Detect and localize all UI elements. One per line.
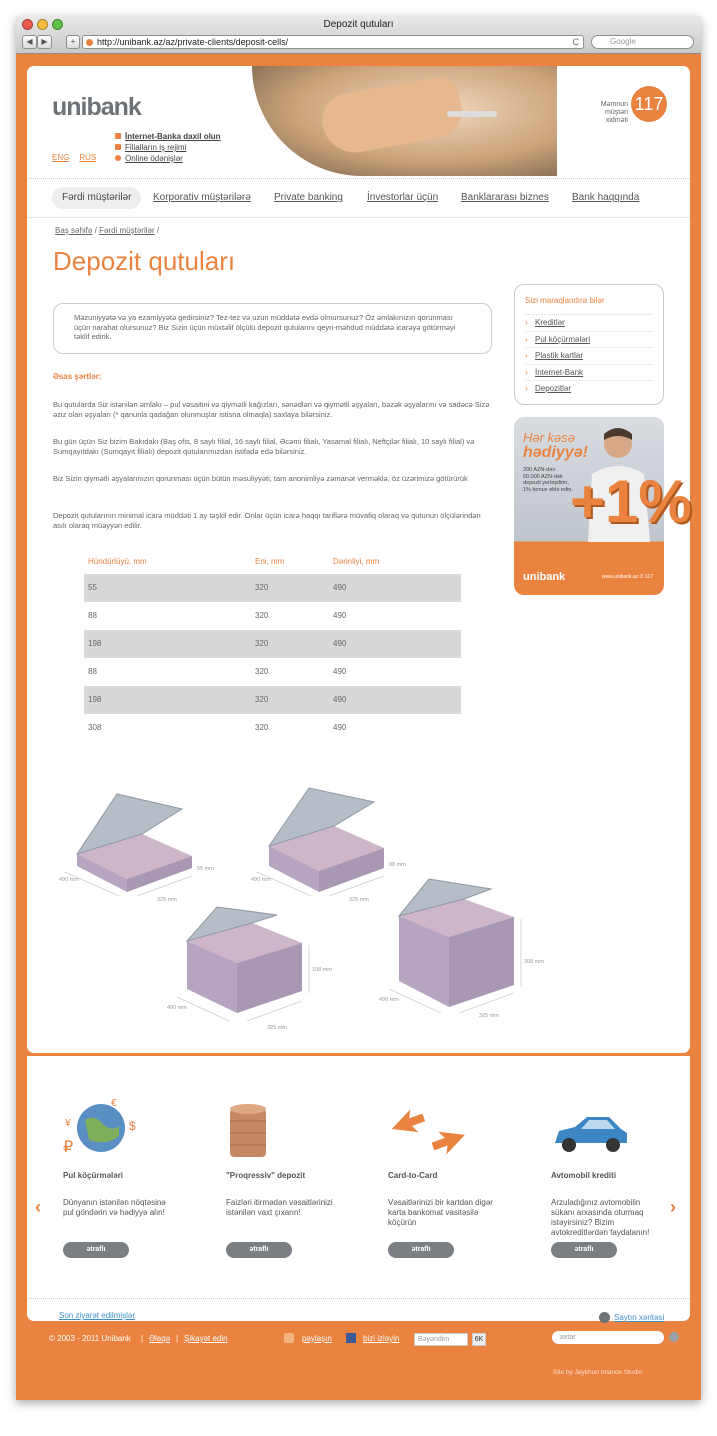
menu-item-corporate[interactable]: Korporativ müştərilərə [153,192,251,203]
paragraph: Depozit qutularının minimal icarə müddəti 1 ay təşkil edir. Onlar üçün icarə haqqı tariflərə müvafiq olaraq və qutunun ölçülərindən asılı olaraq müəyyən edilir. [53,511,481,530]
feature-title: "Proqressiv" depozit [226,1171,306,1180]
box-width-label: 325 mm [479,1013,499,1019]
cell-width: 320 [255,695,269,704]
cell-width: 320 [255,639,269,648]
menu-item-about[interactable]: Bank haqqında [572,192,640,203]
feature-title: Pul köçürmələri [63,1171,124,1180]
cell-depth: 490 [333,639,347,648]
unibank-logo[interactable]: unibank [52,93,141,121]
box-width-label: 325 mm [157,897,177,903]
hotline-label: Məmnun müştəri xidməti [600,101,628,124]
feature-title: Avtomobil krediti [551,1171,617,1180]
paragraph: Bu qutularda Siz istənilən əmlakı – pul vəsaitini və qiymətli kağızları, sənədləri və qiymətli əşyaları, bəzək əşyalarını və sadəcə Sizə əziz olan əşyaları (* qanunla qadağan olunmuşlar istisna olmaqla) saxlaya bilərsiniz. [53,400,490,419]
table-header [84,550,461,574]
hero-image [252,66,557,176]
address-bar[interactable] [82,35,584,49]
feature-more-button[interactable]: ətraflı [63,1242,129,1258]
recently-visited-link[interactable]: Son ziyarət edilmişlər [59,1311,136,1320]
related-links-box [514,284,664,405]
follow-link[interactable]: bizi izləyin [363,1334,400,1343]
lang-rus[interactable]: RUS [79,153,97,162]
footer-separator: | [176,1334,179,1343]
sidebar-item-deposits[interactable]: › Depozitlər [525,380,653,397]
cell-height: 308 [88,723,102,732]
search-icon[interactable] [669,1332,679,1342]
carousel-prev-arrow[interactable]: ‹ [35,1197,41,1217]
svg-text:$: $ [129,1119,136,1133]
cell-height: 88 [88,667,97,676]
cell-width: 320 [255,723,269,732]
page-title: Depozit qutuları [53,246,236,276]
banner-site: www.unibank.az ✆ 117 [602,574,654,580]
online-payments-link[interactable]: Online ödənişlər [115,153,221,164]
page-content [27,66,690,1053]
sidebar-item-credits[interactable]: › Kreditlər [525,314,653,331]
car-icon [551,1101,631,1161]
banner-logo: unibank [523,571,566,583]
lock-icon [115,133,121,139]
box-height-label: 198 mm [312,967,332,973]
cell-depth: 490 [333,695,347,704]
box-sizes-table [84,550,461,742]
payment-icon [115,155,121,161]
header-height: Hündürlüyü, mm [88,557,147,566]
banner-text: 200 AZN-dən 50.000 AZN-dək depozit yerləşdirin, 1% bonus əldə edin. [523,467,573,493]
window-title: Depozit qutuları [323,19,394,30]
cell-height: 55 [88,583,97,592]
lang-eng[interactable]: ENG [52,153,70,162]
paragraph: Bu gün üçün Siz bizim Bakıdakı (Baş ofis, 8 saylı filial, 16 saylı filial, Əcəmi filialı, Yasamal filialı, Neftçilər filialı, 10 saylı filial) və Sumqayıtdakı (Sumqayıt filialı) depozit qutularımızdan istifadə edə bilərsiniz. [53,437,475,456]
feature-desc: Faizləri itirmədən vəsaitlərinizi istənilən vaxt çıxarın! [226,1198,333,1217]
breadcrumb-separator: / [94,226,97,235]
deposit-box-illustration-198 [167,901,337,1031]
cell-depth: 490 [333,723,347,732]
sitemap-link[interactable] [599,1313,664,1322]
menu-item-private-banking[interactable]: Private banking [274,192,343,203]
contact-link[interactable]: Əlaqə [149,1334,171,1343]
facebook-icon [346,1333,356,1343]
like-count: 6K [472,1333,486,1346]
box-width-label: 325 mm [267,1025,287,1031]
cell-depth: 490 [333,667,347,676]
feature-desc: Vəsaitlərinizi bir kartdan digər karta bankomat vasitəsilə köçürün [388,1198,493,1227]
feature-more-button[interactable]: ətraflı [551,1242,617,1258]
site-credit[interactable]: Site by Jeykhun Imanov Studio [553,1369,643,1376]
feature-desc: Dünyanın istənilən nöqtəsinə pul göndərin və hədiyyə alın! [63,1198,166,1217]
like-button[interactable]: Bəyəndim [414,1333,468,1346]
table-row [84,602,461,630]
browser-toolbar [16,16,701,54]
svg-text:€: € [111,1098,117,1109]
feature-desc: Arzuladığınız avtomobilin sükanı arxasında oturmaq istəyirsiniz? Bizim avtokreditlərdən faydalanın! [551,1198,650,1237]
table-row [84,686,461,714]
box-height-label: 88 mm [389,862,406,868]
menu-item-investors[interactable]: İnvestorlar üçün [367,192,439,203]
building-icon [115,144,121,150]
intro-box: Məzuniyyətə və ya ezamiyyətə gedirsiniz? Tez-tez və uzun müddətə evdə olmursunuz? Öz əmlakınızın qorunması üçün narahat olursunuz? Biz Sizin üçün müxtəlif ölçülü depozit qutularını qeyri-məhdud müddətə icarəyə götürməyi təklif edirik. [53,303,492,354]
main-menu [27,178,690,218]
cell-depth: 490 [333,583,347,592]
feature-title: Card-to-Card [388,1171,438,1180]
cell-width: 320 [255,611,269,620]
add-bookmark-button[interactable]: + [66,35,80,49]
back-button[interactable]: ◀ [22,35,37,49]
sidebar-item-internet-bank[interactable]: › İnternet-Bank [525,364,653,381]
promo-banner[interactable] [514,417,692,595]
cell-width: 320 [255,583,269,592]
forward-button[interactable]: ▶ [37,35,52,49]
share-link[interactable]: paylaşın [302,1334,332,1343]
language-switcher [52,153,106,162]
sidebar-item-transfers[interactable]: › Pul köçürmələri [525,331,653,348]
carousel-next-arrow[interactable]: › [670,1197,676,1217]
box-depth-label: 490 mm [59,877,79,883]
key-image [447,111,497,117]
section-heading: Əsas şərtlər: [53,372,102,381]
box-height-label: 308 mm [524,959,544,965]
cell-height: 198 [88,695,102,704]
internet-bank-link[interactable]: İnternet-Banka daxil olun [115,131,221,142]
reload-icon[interactable]: C [572,37,579,47]
header-links [115,131,221,164]
complaint-link[interactable]: Şikayət edin [184,1334,228,1343]
breadcrumb-separator: / [156,226,160,235]
banner-line2: hədiyyə! [523,444,588,461]
table-row [84,714,461,742]
sidebar-item-cards[interactable]: › Plastik kartlar [525,347,653,364]
features-section [27,1056,690,1321]
paragraph: Biz Sizin qiymətli əşyalarınızın qorunması üçün bütün məsuliyyəti, tam anonimliyə zəmanət verməklə, öz üzərimizə götürürük [53,474,468,483]
breadcrumb [55,226,159,235]
branches-link[interactable]: Filialların iş rejimi [115,142,221,153]
related-links-title: Sizi maraqlandıra bilər [525,296,605,305]
cell-height: 88 [88,611,97,620]
deposit-box-illustration-308 [379,871,559,1021]
transfer-arrows-icon [388,1101,468,1161]
breadcrumb-home[interactable]: Baş səhifə [55,226,93,235]
hand-with-key-image [318,74,466,157]
box-depth-label: 490 mm [167,1005,187,1011]
url-text: http://unibank.az/az/private-clients/deposit-cells/ [97,37,289,47]
coin-stack-icon [226,1101,276,1161]
svg-text:₽: ₽ [63,1139,74,1156]
cell-height: 198 [88,639,102,648]
search-field[interactable]: Google [591,35,694,49]
feature-more-button[interactable]: ətraflı [388,1242,454,1258]
menu-item-individual[interactable]: Fərdi müştərilər [52,187,141,209]
browser-window [16,16,701,1400]
svg-text:¥: ¥ [65,1118,71,1129]
table-row [84,658,461,686]
header-width: Eni, mm [255,557,285,566]
table-row [84,630,461,658]
menu-item-interbank[interactable]: Banklararası biznes [461,192,549,203]
box-depth-label: 490 mm [251,877,271,883]
cell-depth: 490 [333,611,347,620]
cell-width: 320 [255,667,269,676]
copyright: © 2003 - 2011 Unibank [49,1334,131,1343]
site-search-input[interactable]: axtar [552,1331,664,1344]
hotline-number: 117 [631,86,667,122]
box-depth-label: 490 mm [379,997,399,1003]
sitemap-label: Saytın xəritəsi [614,1313,665,1322]
footer-separator: | [141,1334,144,1343]
share-icon [284,1333,294,1343]
deposit-box-illustration-55 [57,784,227,904]
favicon-icon [86,39,93,46]
box-height-label: 55 mm [197,866,214,872]
globe-money-icon [63,1096,143,1156]
header-depth: Dərinliyi, mm [333,557,380,566]
banner-percent: +1% [570,468,692,535]
box-width-label: 325 mm [349,897,369,903]
breadcrumb-individual[interactable]: Fərdi müştərilər [99,226,155,235]
table-row [84,574,461,602]
divider [27,1298,690,1299]
feature-more-button[interactable]: ətraflı [226,1242,292,1258]
banner-line1: Hər kəsə [523,430,576,445]
